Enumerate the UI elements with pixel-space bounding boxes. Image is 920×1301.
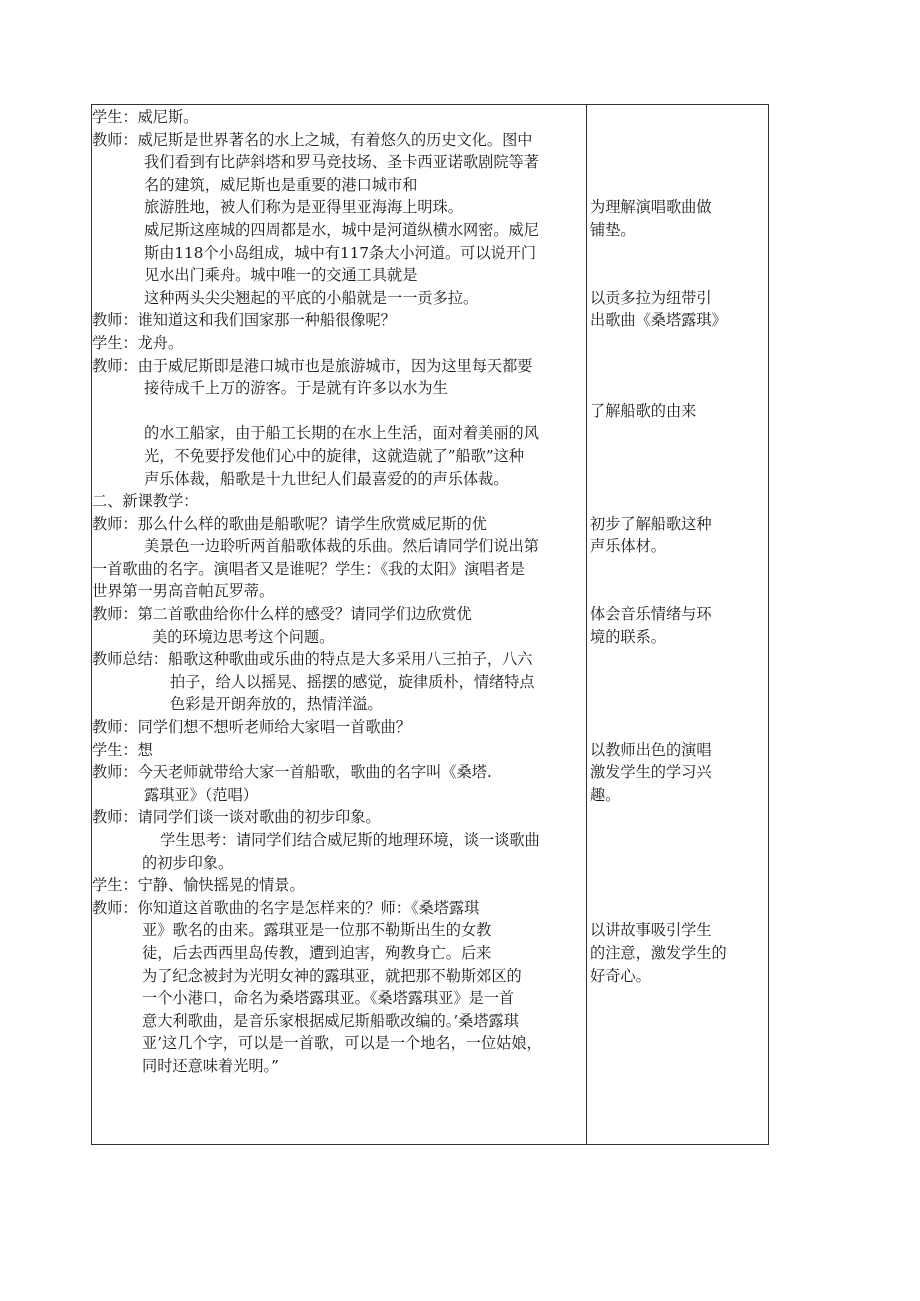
- spacer: [590, 332, 768, 355]
- dialogue-line: 教师：同学们想不想听老师给大家唱一首歌曲？: [92, 718, 411, 737]
- dialogue-line: 学生：龙舟。: [92, 333, 184, 352]
- dialogue-line: 学生：宁静、愉快摇晃的情景。: [92, 876, 305, 895]
- spacer: [590, 806, 768, 829]
- lesson-process-column: [92, 106, 588, 1078]
- dialogue-line: 学生思考：请同学们结合威尼斯的地理环境，谈一谈歌曲: [160, 831, 540, 849]
- dialogue-line: 世界第一男高音帕瓦罗蒂。: [92, 582, 275, 601]
- dialogue-line: 拍子，给人以摇晃、摇摆的感觉，旋律质朴，情绪特点: [170, 672, 535, 691]
- dialogue-line: 一个小港口，命名为桑塔露琪亚。《桑塔露琪亚》是一首: [142, 989, 515, 1008]
- design-note-line: 初步了解船歌这种: [590, 514, 712, 533]
- spacer: [590, 874, 768, 897]
- design-note-line: 好奇心。: [590, 966, 651, 985]
- design-note-line: 声乐体材。: [590, 537, 666, 556]
- spacer: [590, 129, 768, 152]
- dialogue-line: 这种两头尖尖翘起的平底的小船就是一一贡多拉。: [144, 288, 479, 307]
- dialogue-line: 色彩是开朗奔放的，热情洋溢。: [170, 695, 383, 714]
- spacer: [590, 174, 768, 197]
- spacer: [590, 671, 768, 694]
- spacer: [590, 264, 768, 287]
- spacer: [590, 490, 768, 513]
- dialogue-line: 旅游胜地，被人们称为是亚得里亚海海上明珠。: [144, 198, 463, 217]
- spacer: [590, 445, 768, 468]
- design-note-line: 铺垫。: [590, 220, 636, 239]
- dialogue-line: 教师：请同学们谈一谈对歌曲的初步印象。: [92, 808, 381, 827]
- dialogue-line: 教师：第二首歌曲给你什么样的感受？请同学们边欣赏优: [92, 605, 472, 624]
- dialogue-line: 露琪亚》（范唱）: [144, 785, 258, 804]
- dialogue-line: 见水出门乘舟。城中唯一的交通工具就是: [144, 266, 418, 285]
- design-note-line: 以讲故事吸引学生: [590, 921, 712, 940]
- blank-line: [92, 400, 588, 423]
- dialogue-line: 教师：你知道这首歌曲的名字是怎样来的？师：《桑塔露琪: [92, 898, 480, 917]
- spacer: [590, 422, 768, 445]
- dialogue-line: 的水工船家，由于船工长期的在水上生活，面对着美丽的风: [144, 424, 539, 443]
- spacer: [590, 106, 768, 129]
- dialogue-line: 美景色一边聆听两首船歌体裁的乐曲。然后请同学们说出第: [144, 537, 539, 556]
- dialogue-line: 教师总结：船歌这种歌曲或乐曲的特点是大多采用八三拍子，八六: [92, 650, 533, 669]
- spacer: [590, 558, 768, 581]
- dialogue-line: 意大利歌曲，是音乐家根据威尼斯船歌改编的。’桑塔露琪: [142, 1011, 519, 1030]
- design-note-line: 体会音乐情绪与环: [590, 605, 712, 624]
- spacer: [590, 897, 768, 920]
- dialogue-line: 教师：今天老师就带给大家一首船歌，歌曲的名字叫《桑塔.: [92, 763, 492, 782]
- spacer: [590, 716, 768, 739]
- dialogue-line: 一首歌曲的名字。演唱者又是谁呢？学生：《我的太阳》演唱者是: [92, 559, 525, 578]
- spacer: [590, 693, 768, 716]
- dialogue-line: 斯由118个小岛组成，城中有117条大小河道。可以说开门: [144, 243, 537, 262]
- design-note-line: 趣。: [590, 785, 621, 804]
- design-note-line: 激发学生的学习兴: [590, 763, 712, 782]
- design-note-line: 以教师出色的演唱: [590, 740, 712, 759]
- spacer: [590, 829, 768, 852]
- spacer: [590, 355, 768, 378]
- dialogue-line: 光，不免要抒发他们心中的旋律，这就造就了”船歌”这种: [144, 446, 525, 465]
- dialogue-line: 声乐体裁，船歌是十九世纪人们最喜爱的的声乐体裁。: [144, 469, 509, 488]
- dialogue-line: 二、新课教学：: [92, 492, 199, 511]
- dialogue-line: 同时还意味着光明。”: [142, 1056, 279, 1075]
- dialogue-line: 教师：那么什么样的歌曲是船歌呢？请学生欣赏威尼斯的优: [92, 514, 487, 533]
- dialogue-line: 学生：想: [92, 740, 153, 759]
- spacer: [590, 151, 768, 174]
- design-note-line: 为理解演唱歌曲做: [590, 198, 712, 217]
- design-note-line: 的注意，激发学生的: [590, 943, 727, 962]
- dialogue-line: 接待成千上万的游客。于是就有许多以水为生: [144, 379, 448, 398]
- dialogue-line: 为了纪念被封为光明女神的露琪亚，就把那不勒斯郊区的: [142, 966, 522, 985]
- dialogue-line: 学生：威尼斯。: [92, 108, 199, 126]
- dialogue-line: 教师：谁知道这和我们国家那一种船很像呢？: [92, 311, 396, 330]
- spacer: [590, 242, 768, 265]
- design-intent-column: [590, 106, 768, 987]
- design-note-line: 了解船歌的由来: [590, 401, 697, 420]
- spacer: [590, 377, 768, 400]
- dialogue-line: 徒，后去西西里岛传教，遭到迫害，殉教身亡。后来: [142, 943, 492, 962]
- dialogue-line: 亚》歌名的由来。露琪亚是一位那不勒斯出生的女教: [142, 921, 492, 940]
- design-note-line: 境的联系。: [590, 627, 666, 646]
- design-note-line: 以贡多拉为纽带引: [590, 288, 712, 307]
- spacer: [590, 648, 768, 671]
- spacer: [590, 852, 768, 875]
- dialogue-line: 的初步印象。: [142, 853, 234, 872]
- spacer: [590, 468, 768, 491]
- dialogue-line: 美的环境边思考这个问题。: [152, 627, 335, 646]
- dialogue-line: 教师：由于威尼斯即是港口城市也是旅游城市，因为这里每天都要: [92, 356, 533, 375]
- dialogue-line: 威尼斯这座城的四周都是水，城中是河道纵横水网密。威尼: [144, 220, 539, 239]
- dialogue-line: 名的建筑，威尼斯也是重要的港口城市和: [144, 175, 418, 194]
- design-note-line: 出歌曲《桑塔露琪》: [590, 311, 727, 330]
- spacer: [590, 580, 768, 603]
- dialogue-line: 我们看到有比萨斜塔和罗马竞技场、圣卡西亚诺歌剧院等著: [144, 153, 539, 172]
- dialogue-line: 亚’这几个字，可以是一首歌，可以是一个地名，一位姑娘，: [142, 1034, 542, 1053]
- dialogue-line: 教师：威尼斯是世界著名的水上之城，有着悠久的历史文化。图中: [92, 130, 533, 149]
